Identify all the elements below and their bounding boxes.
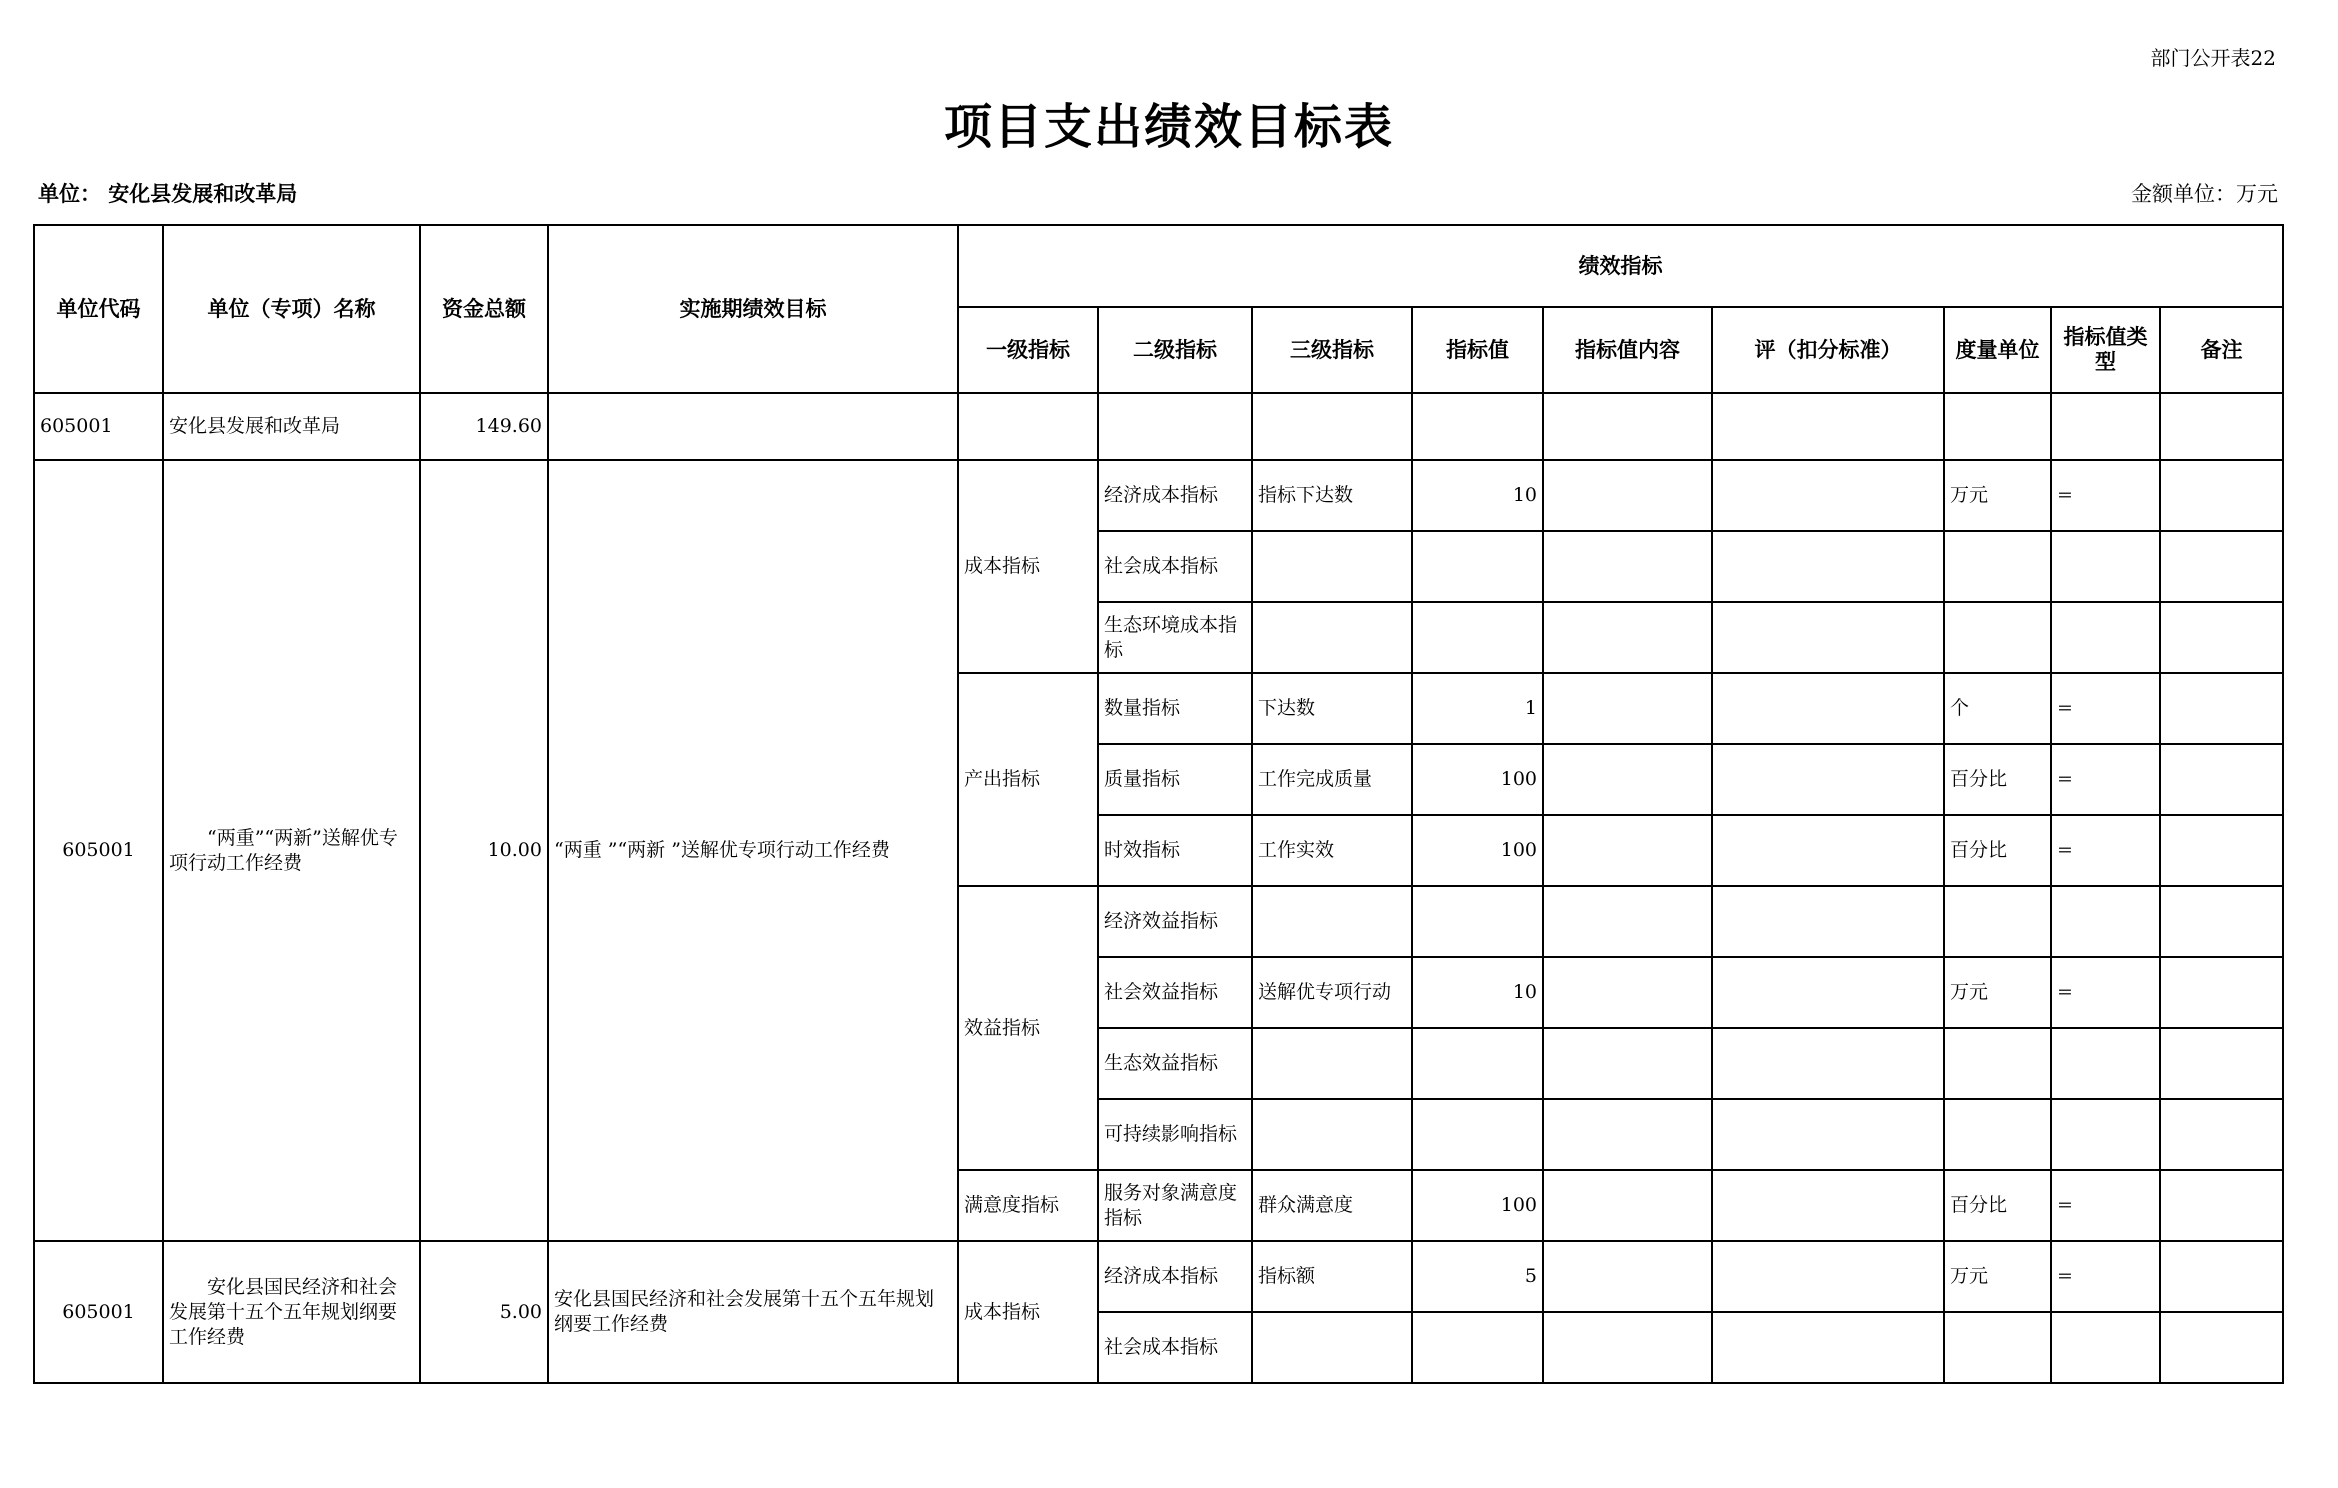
- indicator-score: [1712, 1241, 1944, 1312]
- level3-indicator: [1252, 531, 1412, 602]
- project-amount: 5.00: [420, 1241, 548, 1383]
- level3-indicator: 送解优专项行动: [1252, 957, 1412, 1028]
- indicator-score: [1712, 1099, 1944, 1170]
- remark: [2160, 886, 2283, 957]
- level3-indicator: 工作完成质量: [1252, 744, 1412, 815]
- empty-cell: [2160, 393, 2283, 460]
- indicator-row: [34, 460, 2283, 531]
- indicator-score: [1712, 957, 1944, 1028]
- measure-unit: [1944, 602, 2051, 673]
- level1-indicator: 效益指标: [958, 886, 1098, 1170]
- level1-indicator: 满意度指标: [958, 1170, 1098, 1241]
- level3-indicator: 指标额: [1252, 1241, 1412, 1312]
- header-remark: 备注: [2160, 307, 2283, 393]
- indicator-value: [1412, 886, 1543, 957]
- measure-unit: [1944, 1099, 2051, 1170]
- indicator-value: 5: [1412, 1241, 1543, 1312]
- remark: [2160, 531, 2283, 602]
- remark: [2160, 1241, 2283, 1312]
- level3-indicator: [1252, 1028, 1412, 1099]
- indicator-score: [1712, 744, 1944, 815]
- header-row-1: [34, 225, 2283, 307]
- project-name: 安化县国民经济和社会发展第十五个五年规划纲要工作经费: [163, 1241, 420, 1383]
- indicator-value-content: [1543, 957, 1712, 1028]
- value-type: =: [2051, 1241, 2160, 1312]
- remark: [2160, 744, 2283, 815]
- remark: [2160, 1170, 2283, 1241]
- level2-indicator: 社会成本指标: [1098, 531, 1252, 602]
- empty-cell: [2051, 393, 2160, 460]
- performance-target-table: [33, 224, 2284, 1384]
- indicator-value-content: [1543, 815, 1712, 886]
- value-type: [2051, 1312, 2160, 1383]
- header-target: 实施期绩效目标: [548, 225, 958, 393]
- summary-name: 安化县发展和改革局: [163, 393, 420, 460]
- header-indicators: 绩效指标: [958, 225, 2283, 307]
- project-target: 安化县国民经济和社会发展第十五个五年规划纲要工作经费: [548, 1241, 958, 1383]
- value-type: [2051, 602, 2160, 673]
- level2-indicator: 可持续影响指标: [1098, 1099, 1252, 1170]
- value-type: [2051, 886, 2160, 957]
- remark: [2160, 815, 2283, 886]
- empty-cell: [1712, 393, 1944, 460]
- empty-cell: [958, 393, 1098, 460]
- remark: [2160, 1099, 2283, 1170]
- indicator-value-content: [1543, 602, 1712, 673]
- measure-unit: [1944, 886, 2051, 957]
- header-value-type: 指标值类型: [2051, 307, 2160, 393]
- header-value-content: 指标值内容: [1543, 307, 1712, 393]
- level2-indicator: 数量指标: [1098, 673, 1252, 744]
- project-code: 605001: [34, 1241, 163, 1383]
- header-score: 评（扣分标准）: [1712, 307, 1944, 393]
- indicator-score: [1712, 1312, 1944, 1383]
- remark: [2160, 1028, 2283, 1099]
- level2-indicator: 经济成本指标: [1098, 1241, 1252, 1312]
- value-type: =: [2051, 460, 2160, 531]
- value-type: [2051, 1099, 2160, 1170]
- project-amount: 10.00: [420, 460, 548, 1241]
- indicator-row: [34, 1241, 2283, 1312]
- level2-indicator: 社会成本指标: [1098, 1312, 1252, 1383]
- header-unit-code: 单位代码: [34, 225, 163, 393]
- indicator-score: [1712, 886, 1944, 957]
- header-level2: 二级指标: [1098, 307, 1252, 393]
- indicator-score: [1712, 602, 1944, 673]
- level1-indicator: 成本指标: [958, 460, 1098, 673]
- indicator-value-content: [1543, 886, 1712, 957]
- indicator-value: 1: [1412, 673, 1543, 744]
- measure-unit: 万元: [1944, 957, 2051, 1028]
- project-name: “两重”“两新”送解优专项行动工作经费: [163, 460, 420, 1241]
- remark: [2160, 602, 2283, 673]
- value-type: =: [2051, 744, 2160, 815]
- value-type: =: [2051, 957, 2160, 1028]
- summary-target: [548, 393, 958, 460]
- indicator-value-content: [1543, 744, 1712, 815]
- empty-cell: [1944, 393, 2051, 460]
- header-value: 指标值: [1412, 307, 1543, 393]
- level3-indicator: [1252, 602, 1412, 673]
- level1-indicator: 产出指标: [958, 673, 1098, 886]
- summary-row: [34, 393, 2283, 460]
- value-type: =: [2051, 815, 2160, 886]
- header-measure-unit: 度量单位: [1944, 307, 2051, 393]
- value-type: =: [2051, 673, 2160, 744]
- empty-cell: [1098, 393, 1252, 460]
- level2-indicator: 社会效益指标: [1098, 957, 1252, 1028]
- value-type: =: [2051, 1170, 2160, 1241]
- amount-unit-note: 金额单位：万元: [2131, 182, 2278, 206]
- indicator-value: 100: [1412, 1170, 1543, 1241]
- reporting-unit: 单位： 安化县发展和改革局: [38, 182, 298, 206]
- project-code: 605001: [34, 460, 163, 1241]
- indicator-score: [1712, 673, 1944, 744]
- indicator-value: 10: [1412, 460, 1543, 531]
- level3-indicator: 工作实效: [1252, 815, 1412, 886]
- indicator-value: 100: [1412, 815, 1543, 886]
- measure-unit: [1944, 531, 2051, 602]
- indicator-value: [1412, 531, 1543, 602]
- level3-indicator: [1252, 1312, 1412, 1383]
- indicator-value: [1412, 1028, 1543, 1099]
- level2-indicator: 生态环境成本指标: [1098, 602, 1252, 673]
- table-number-note: 部门公开表22: [2150, 46, 2276, 70]
- remark: [2160, 1312, 2283, 1383]
- level3-indicator: 指标下达数: [1252, 460, 1412, 531]
- indicator-score: [1712, 1028, 1944, 1099]
- indicator-value: [1412, 1312, 1543, 1383]
- level3-indicator: 下达数: [1252, 673, 1412, 744]
- empty-cell: [1412, 393, 1543, 460]
- level2-indicator: 经济成本指标: [1098, 460, 1252, 531]
- page-title: 项目支出绩效目标表: [943, 99, 1394, 155]
- empty-cell: [1543, 393, 1712, 460]
- indicator-value-content: [1543, 1028, 1712, 1099]
- indicator-score: [1712, 531, 1944, 602]
- empty-cell: [1252, 393, 1412, 460]
- value-type: [2051, 1028, 2160, 1099]
- level2-indicator: 经济效益指标: [1098, 886, 1252, 957]
- measure-unit: 百分比: [1944, 744, 2051, 815]
- indicator-value-content: [1543, 1170, 1712, 1241]
- header-unit-name: 单位（专项）名称: [163, 225, 420, 393]
- measure-unit: [1944, 1312, 2051, 1383]
- measure-unit: 个: [1944, 673, 2051, 744]
- remark: [2160, 673, 2283, 744]
- level2-indicator: 服务对象满意度指标: [1098, 1170, 1252, 1241]
- indicator-value-content: [1543, 673, 1712, 744]
- project-target: “两重 ”“两新 ”送解优专项行动工作经费: [548, 460, 958, 1241]
- level3-indicator: [1252, 886, 1412, 957]
- level2-indicator: 时效指标: [1098, 815, 1252, 886]
- header-total-funds: 资金总额: [420, 225, 548, 393]
- indicator-value-content: [1543, 1241, 1712, 1312]
- indicator-value: [1412, 1099, 1543, 1170]
- value-type: [2051, 531, 2160, 602]
- measure-unit: 百分比: [1944, 1170, 2051, 1241]
- header-level3: 三级指标: [1252, 307, 1412, 393]
- measure-unit: 百分比: [1944, 815, 2051, 886]
- indicator-score: [1712, 1170, 1944, 1241]
- level1-indicator: 成本指标: [958, 1241, 1098, 1383]
- indicator-score: [1712, 815, 1944, 886]
- measure-unit: 万元: [1944, 1241, 2051, 1312]
- header-level1: 一级指标: [958, 307, 1098, 393]
- indicator-score: [1712, 460, 1944, 531]
- indicator-value-content: [1543, 531, 1712, 602]
- level3-indicator: 群众满意度: [1252, 1170, 1412, 1241]
- indicator-value: 100: [1412, 744, 1543, 815]
- level2-indicator: 质量指标: [1098, 744, 1252, 815]
- indicator-value-content: [1543, 460, 1712, 531]
- measure-unit: 万元: [1944, 460, 2051, 531]
- level3-indicator: [1252, 1099, 1412, 1170]
- remark: [2160, 460, 2283, 531]
- remark: [2160, 957, 2283, 1028]
- indicator-value-content: [1543, 1312, 1712, 1383]
- indicator-value: [1412, 602, 1543, 673]
- summary-amount: 149.60: [420, 393, 548, 460]
- indicator-value: 10: [1412, 957, 1543, 1028]
- level2-indicator: 生态效益指标: [1098, 1028, 1252, 1099]
- indicator-value-content: [1543, 1099, 1712, 1170]
- summary-code: 605001: [34, 393, 163, 460]
- measure-unit: [1944, 1028, 2051, 1099]
